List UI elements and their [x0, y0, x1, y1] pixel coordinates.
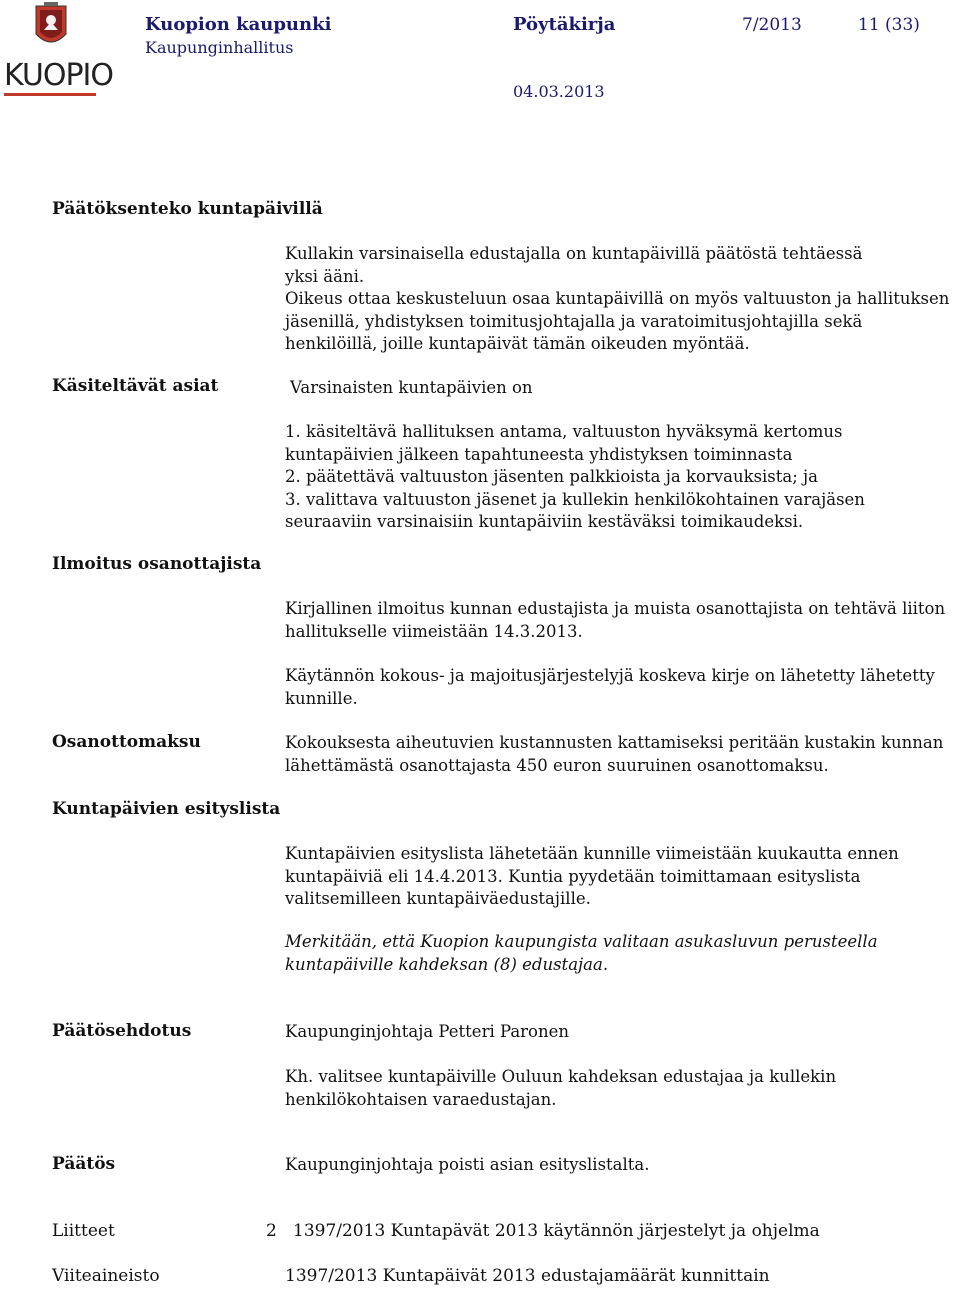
paatoksenteko-p2: Oikeus ottaa keskusteluun osaa kuntapäivillä on myös valtuuston ja hallituksen jäsenillä, yhdistyksen toimitusjohtajalla ja varatoimitusjohtajilla sekä henkilöillä, joille kuntapäivät tämän oikeuden myöntää. — [285, 289, 950, 353]
logo-wordmark: KUOPIO — [4, 58, 113, 93]
kasiteltavat-list — [285, 421, 885, 534]
coat-of-arms-icon — [0, 0, 100, 60]
list-item: 1. käsiteltävä hallituksen antama, valtuuston hyväksymä kertomus kuntapäivien jälkeen tapahtuneesta yhdistyksen toiminnasta — [285, 422, 843, 464]
heading-paatoksenteko: Päätöksenteko kuntapäivillä — [52, 199, 323, 219]
heading-paatosehdotus: Päätösehdotus — [52, 1021, 192, 1041]
heading-paatos: Päätös — [52, 1154, 116, 1174]
heading-esityslista: Kuntapäivien esityslista — [52, 799, 281, 819]
list-item: 2. päätettävä valtuuston jäsenten palkkioista ja korvauksista; ja — [285, 467, 819, 486]
logo-underline — [4, 93, 96, 96]
heading-ilmoitus: Ilmoitus osanottajista — [52, 554, 262, 574]
doc-type: Pöytäkirja — [513, 14, 616, 35]
esityslista-p2: Merkitään, että Kuopion kaupungista valitaan asukasluvun perusteella kuntapäiville kahdeksan (8) edustajaa. — [285, 932, 878, 974]
org-sub: Kaupunginhallitus — [145, 38, 294, 57]
viiteaineisto-label: Viiteaineisto — [52, 1266, 160, 1286]
page-number: 11 (33) — [858, 15, 920, 35]
osanottomaksu-p1: Kokouksesta aiheutuvien kustannusten kattamiseksi peritään kustakin kunnan lähettämästä osanottajasta 450 euron suuruinen osanottomaksu. — [285, 733, 944, 775]
paatosehdotus-p2: Kh. valitsee kuntapäiville Ouluun kahdeksan edustajaa ja kullekin henkilökohtaisen varaedustajan. — [285, 1067, 837, 1109]
liitteet-count: 2 — [266, 1221, 277, 1241]
heading-kasiteltavat: Käsiteltävät asiat — [52, 376, 219, 396]
paatoksenteko-text — [285, 243, 955, 356]
paatosehdotus-p1: Kaupunginjohtaja Petteri Paronen — [285, 1022, 570, 1041]
doc-date: 04.03.2013 — [513, 82, 605, 101]
esityslista-p1: Kuntapäivien esityslista lähetetään kunnille viimeistään kuukautta ennen kuntapäiviä eli 14.4.2013. Kuntia pyydetään toimittamaan esityslista valitsemilleen kuntapäiväedustajille. — [285, 844, 899, 908]
list-item: 3. valittava valtuuston jäsenet ja kullekin henkilökohtainen varajäsen seuraaviin varsinaisiin kuntapäiviin kestäväksi toimikaudeksi. — [285, 489, 865, 531]
ilmoitus-p2: Käytännön kokous- ja majoitusjärjestelyjä koskeva kirje on lähetetty lähetetty kunnille. — [285, 666, 935, 708]
org-name: Kuopion kaupunki — [145, 14, 332, 35]
doc-number: 7/2013 — [742, 15, 802, 35]
liitteet-item: 1397/2013 Kuntapävät 2013 käytännön järjestelyt ja ohjelma — [293, 1221, 820, 1241]
paatos-p1: Kaupunginjohtaja poisti asian esityslistalta. — [285, 1155, 650, 1174]
paatoksenteko-p1: Kullakin varsinaisella edustajalla on kuntapäivillä päätöstä tehtäessä yksi ääni. — [285, 244, 863, 286]
kuopio-logo — [0, 0, 113, 100]
liitteet-label: Liitteet — [52, 1221, 115, 1241]
ilmoitus-p1: Kirjallinen ilmoitus kunnan edustajista ja muista osanottajista on tehtävä liiton hallitukselle viimeistään 14.3.2013. — [285, 599, 946, 641]
heading-osanottomaksu: Osanottomaksu — [52, 732, 201, 752]
kasiteltavat-intro: Varsinaisten kuntapäivien on — [290, 378, 533, 397]
viiteaineisto-item: 1397/2013 Kuntapäivät 2013 edustajamäärät kunnittain — [285, 1266, 770, 1286]
